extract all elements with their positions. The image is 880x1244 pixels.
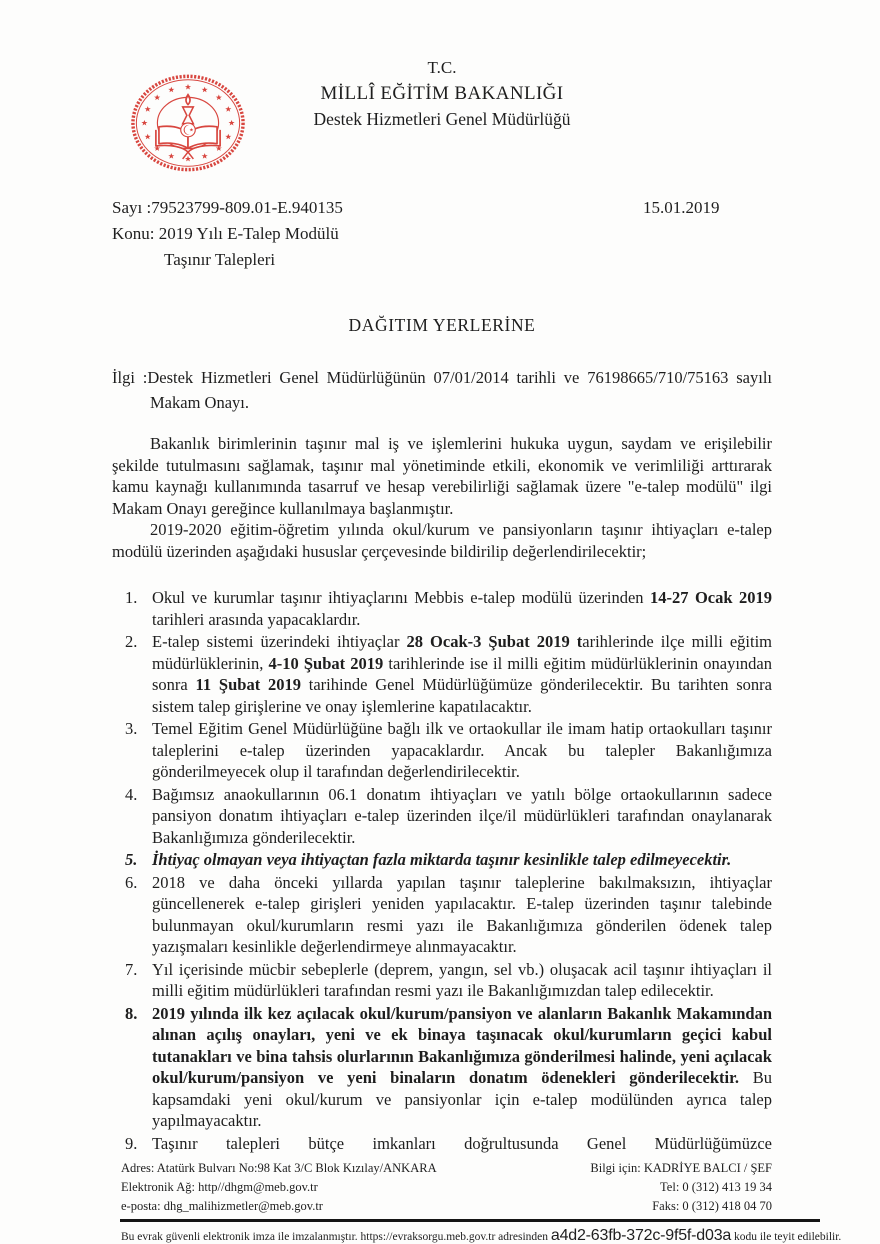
list-item-text: Bağımsız anaokullarının 06.1 donatım ihtiyaçları ve yatılı bölge ortaokullarının sadece pansiyon donatım ihtiyaçları e-talep üzerinden ilçe/il müdürlükleri tarafından onaylanarak Bakanlığımıza gönderilecektir.	[152, 784, 772, 847]
list-item-number: 8.	[125, 1003, 138, 1023]
list-item-text: Yıl içerisinde mücbir sebeplerle (deprem, yangın, sel vb.) oluşacak acil taşınır ihtiyaçları il milli eğitim müdürlükleri tarafından resmi yazı ile Bakanlığımızdan talep edilecektir.	[152, 959, 772, 1000]
footer-address-line: Adres: Atatürk Bulvarı No:98 Kat 3/C Blok Kızılay/ANKARA	[121, 1161, 437, 1175]
republic-heading: T.C.	[427, 58, 457, 77]
recipient-heading: DAĞITIM YERLERİNE	[348, 315, 536, 335]
list-item	[125, 849, 772, 871]
footer-contact-block	[112, 1159, 772, 1216]
list-item-text: Temel Eğitim Genel Müdürlüğüne bağlı ilk ve ortaokullar ile imam hatip ortaokulları taşınır taleplerini e-talep üzerinden yapacaklardır. Ancak bu talepler Bakanlığımıza gönderilmeyecek olup il tarafından değerlendirilecektir.	[152, 719, 772, 781]
footer-network-line: Elektronik Ağ: http//dhgm@meb.gov.tr	[121, 1180, 318, 1194]
list-item	[125, 587, 772, 630]
list-item-text: İhtiyaç olmayan veya ihtiyaçtan fazla miktarda taşınır kesinlikle talep edilmeyecektir.	[152, 850, 732, 869]
verification-suffix: kodu ile teyit edilebilir.	[731, 1231, 842, 1243]
list-item-number: 9.	[125, 1133, 138, 1153]
document-meta	[112, 195, 772, 273]
list-item-text: Okul ve kurumlar taşınır ihtiyaçlarını Mebbis e-talep modülü üzerinden 14-27 Ocak 2019 tarihleri arasında yapacaklardır.	[152, 588, 772, 629]
subject-line: Konu: 2019 Yılı E-Talep Modülü	[112, 224, 339, 243]
body-paragraph: 2019-2020 eğitim-öğretim yılında okul/kurum ve pansiyonların taşınır ihtiyaçları e-talep modülü üzerinden aşağıdaki hususlar çerçevesinde bildirilip değerlendirilecektir;	[112, 520, 772, 561]
footer-address-column	[121, 1159, 437, 1216]
document-number: Sayı :79523799-809.01-E.940135	[112, 198, 343, 217]
reference-line: İlgi :Destek Hizmetleri Genel Müdürlüğünün 07/01/2014 tarihli ve 76198665/710/75163 sayılı Makam Onayı.	[112, 368, 772, 412]
directorate-name: Destek Hizmetleri Genel Müdürlüğü	[313, 109, 571, 129]
body-paragraph: Bakanlık birimlerinin taşınır mal iş ve işlemlerini hukuka uygun, saydam ve erişilebilir şekilde tutulmasını sağlamak, taşınır mal yönetiminde etkili, ekonomik ve verimliliği arttırarak kamu kaynağı kullanımında tasarruf ve hesap verebilirliği sağlamak üzere "e-talep modülü" ilgi Makam Onayı gereğince kullanılmaya başlanmıştır.	[112, 434, 772, 518]
body-text	[112, 433, 772, 562]
footer-contact-column	[590, 1159, 772, 1216]
list-item-text: Taşınır talepleri bütçe imkanları doğrultusunda Genel Müdürlüğümüzce	[152, 1133, 772, 1153]
verification-prefix: Bu evrak güvenli elektronik imza ile imzalanmıştır. https://evraksorgu.meb.gov.tr adresinden	[121, 1231, 551, 1243]
list-item-number: 3.	[125, 719, 138, 738]
list-item-text: 2018 ve daha önceki yıllarda yapılan taşınır taleplerine bakılmaksızın, ihtiyaçlar güncellenerek e-talep girişleri yeniden yapılacaktır. E-talep üzerinden taşınır talebinde bulunmayan okul/kurumların resmi yazı ile Bakanlığımıza gönderilen ödenek talep yazışmaları kesinlikle değerlendirmeye alınmayacaktır.	[152, 872, 772, 956]
list-item-number: 4.	[125, 784, 138, 804]
list-item	[125, 872, 772, 958]
numbered-list	[125, 587, 772, 1154]
list-item	[125, 959, 772, 1002]
verification-line	[121, 1227, 842, 1244]
list-item-number: 1.	[125, 588, 138, 607]
footer-info-line: Bilgi için: KADRİYE BALCI / ŞEF	[590, 1161, 772, 1175]
list-item-number: 7.	[125, 959, 138, 979]
list-item-number: 5.	[125, 850, 138, 869]
verification-code: a4d2-63fb-372c-9f5f-d03a	[550, 1227, 732, 1244]
footer-email-line: e-posta: dhg_malihizmetler@meb.gov.tr	[121, 1199, 323, 1213]
list-item-text: E-talep sistemi üzerindeki ihtiyaçlar 28 Ocak-3 Şubat 2019 tarihlerinde ilçe milli eğitim müdürlüklerinin, 4-10 Şubat 2019 tarihlerinde ise il milli eğitim müdürlüklerinin onayından sonra 11 Şubat 2019 tarihinde Genel Müdürlüğümüze gönderilecektir. Bu tarihten sonra sistem talep girişlerine ve onay işlemlerine kapatılacaktır.	[152, 632, 773, 716]
list-item	[125, 784, 772, 849]
document-date: 15.01.2019	[643, 198, 720, 217]
list-item	[125, 718, 772, 783]
subject-line-2: Taşınır Talepleri	[164, 250, 276, 269]
list-item-number: 6.	[125, 872, 138, 892]
footer-divider	[120, 1219, 820, 1222]
footer-fax-line: Faks: 0 (312) 418 04 70	[652, 1199, 772, 1213]
list-item-text: 2019 yılında ilk kez açılacak okul/kurum/pansiyon ve alanların Bakanlık Makamından alınan açılış onayları, yeni ve ek binaya taşınacak okul/kurumların geçici kabul tutanakları ve bina tahsis olurlarının Bakanlığımıza gönderilmesi halinde, yeni açılacak okul/kurum/pansiyon ve yeni binaların donatım ödenekleri gönderilecektir. Bu kapsamdaki yeni okul/kurum ve pansiyonlar için e-talep modülünden ayrıca talep yapılmayacaktır.	[152, 1003, 772, 1130]
list-item	[125, 631, 772, 717]
meb-ministry-logo-icon	[110, 58, 266, 188]
list-item	[125, 1003, 772, 1132]
list-item-number: 2.	[125, 632, 138, 651]
footer-tel-line: Tel: 0 (312) 413 19 34	[660, 1180, 772, 1194]
list-item	[125, 1133, 772, 1155]
ministry-name: MİLLÎ EĞİTİM BAKANLIĞI	[320, 83, 564, 104]
